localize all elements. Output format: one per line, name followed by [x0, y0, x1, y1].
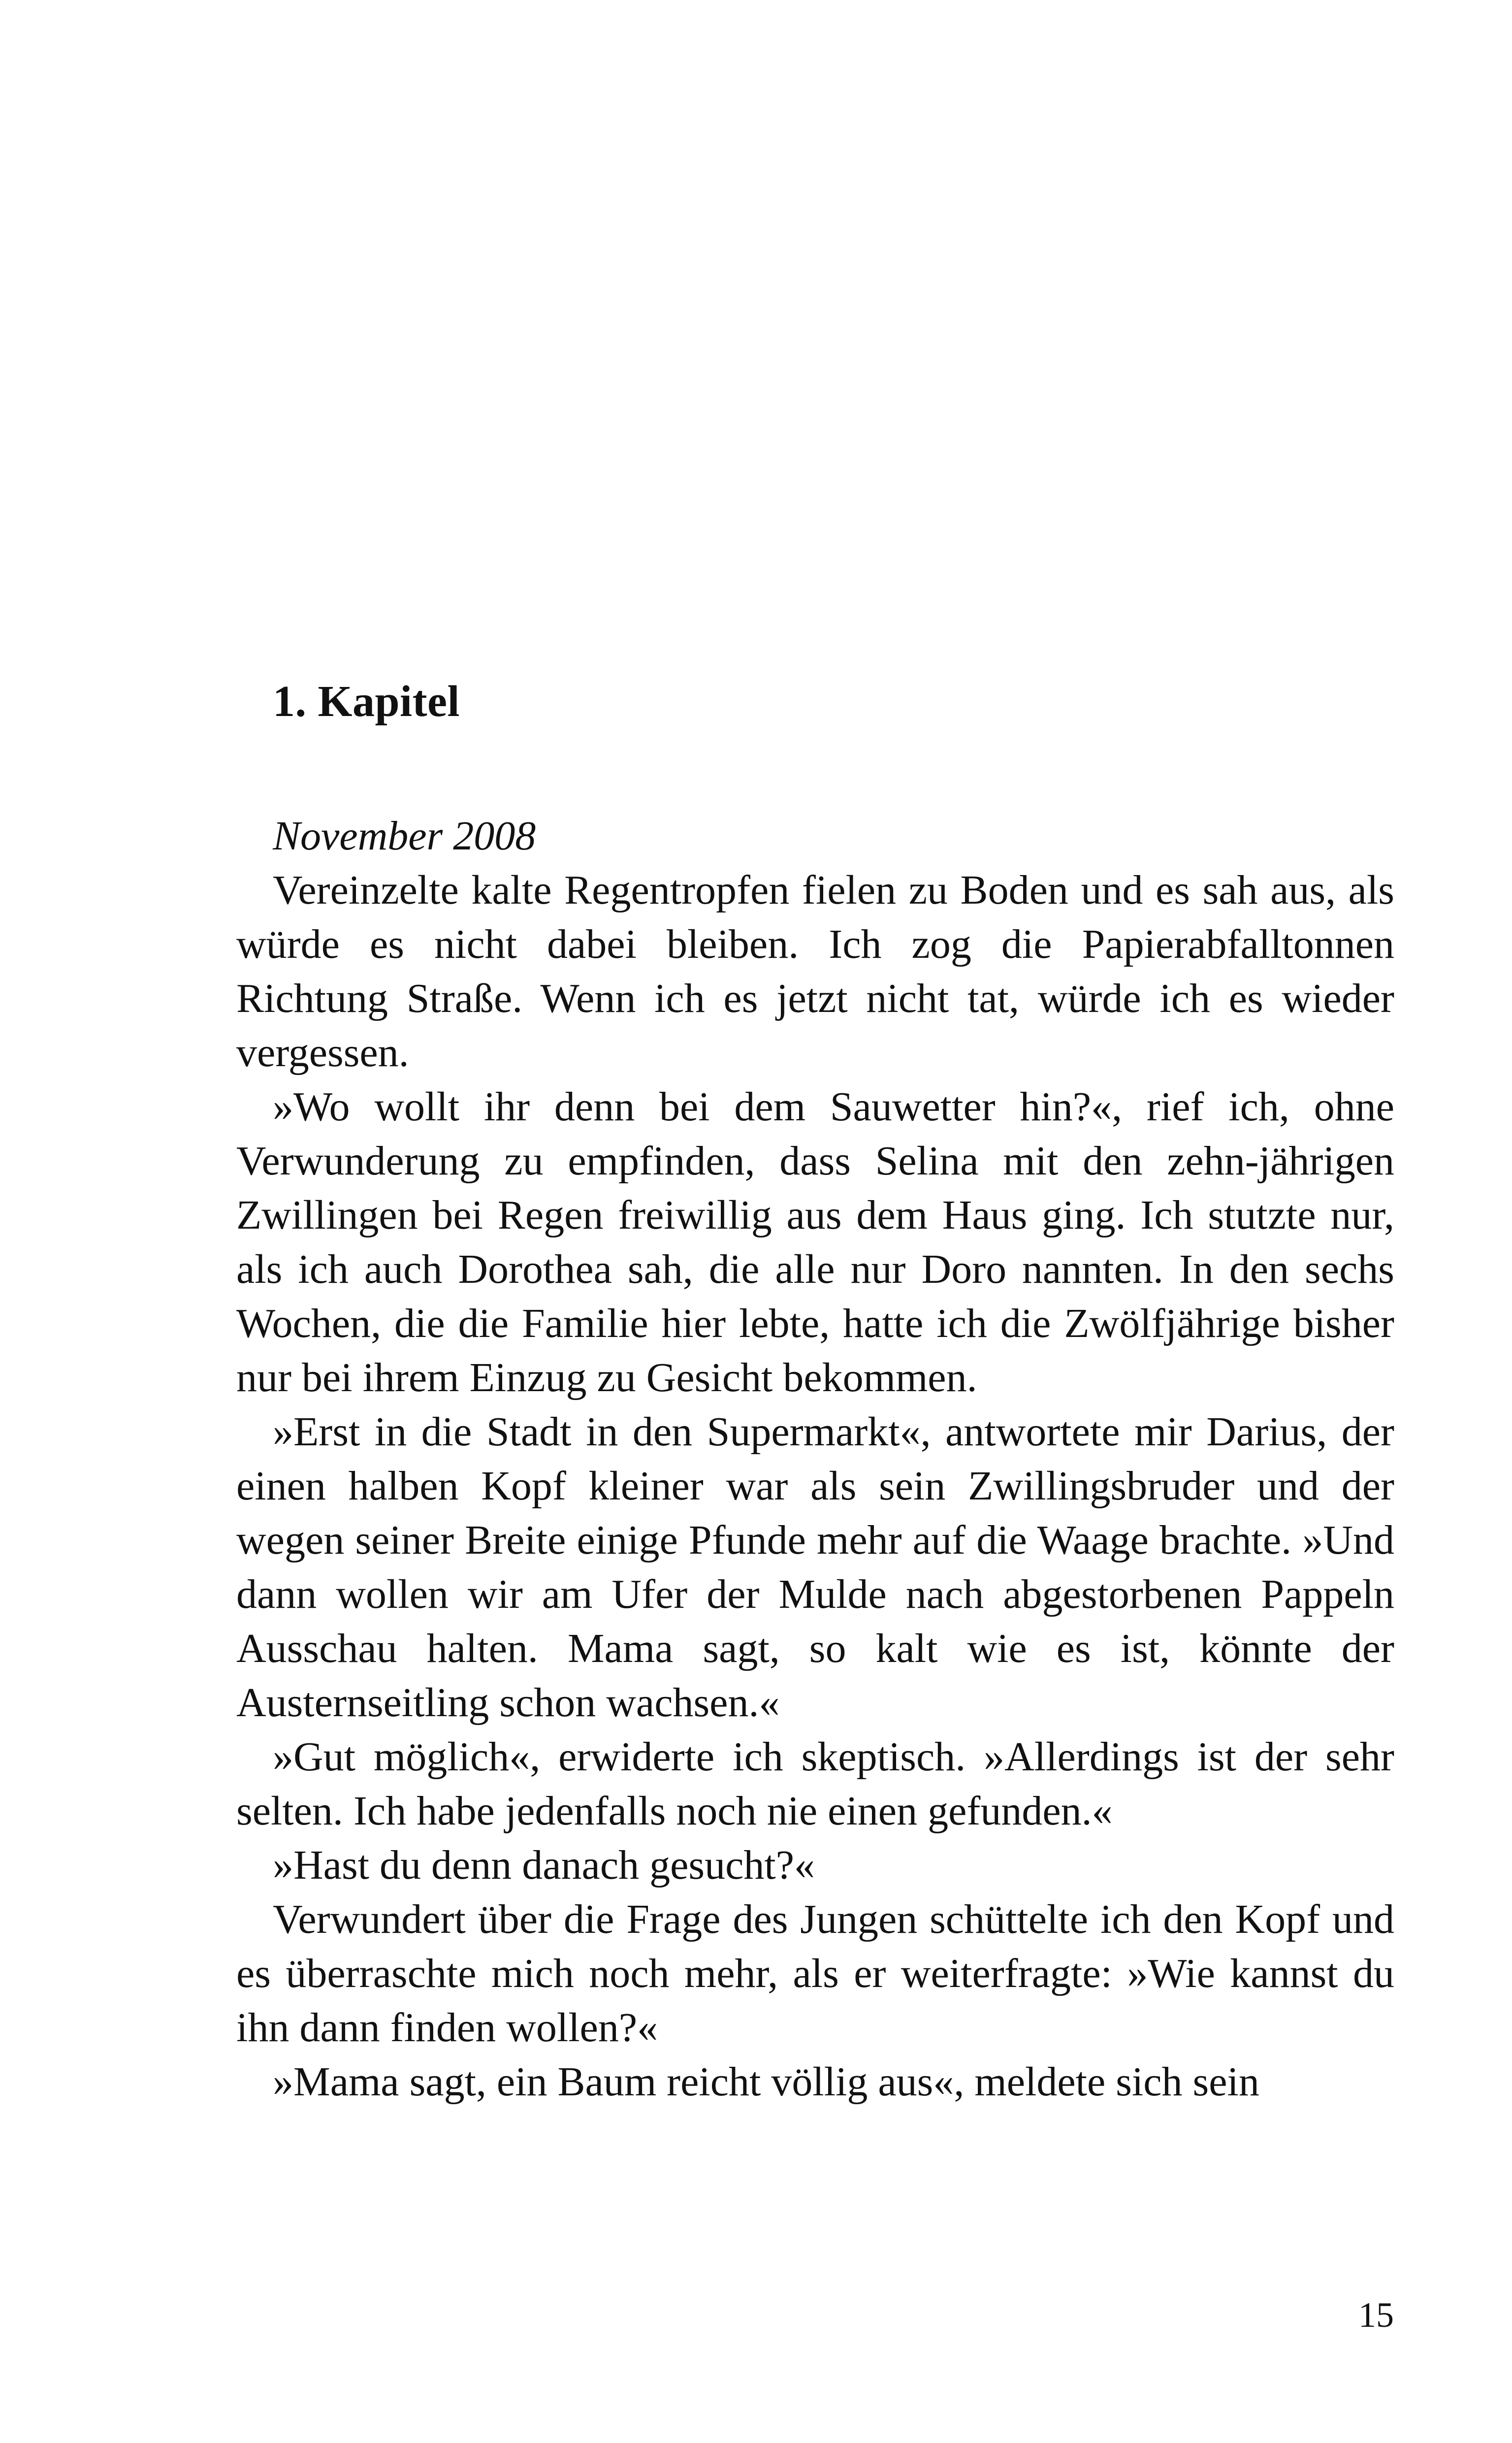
page-number: 15 [1358, 2295, 1394, 2335]
chapter-heading: 1. Kapitel [273, 677, 460, 726]
paragraph: »Erst in die Stadt in den Supermarkt«, antwortete mir Darius, der einen halben Kopf kleiner war als sein Zwillingsbruder und der wegen seiner Breite einige Pfunde mehr auf die Waage brachte. »Und dann wollen wir am Ufer der Mulde nach abgestorbenen Pappeln Ausschau halten. Mama sagt, so kalt wie es ist, könnte der Austernseitling schon wachsen.« [236, 1409, 1394, 1726]
paragraph: »Hast du denn danach gesucht?« [273, 1842, 815, 1888]
paragraph: Verwundert über die Frage des Jungen schüttelte ich den Kopf und es überraschte mich noch mehr, als er weiterfragte: »Wie kannst du ihn dann finden wollen?« [236, 1896, 1394, 2051]
paragraph: »Wo wollt ihr denn bei dem Sauwetter hin?«, rief ich, ohne Verwunderung zu empfinden, dass Selina mit den zehn-jährigen Zwillingen bei Regen freiwillig aus dem Haus ging. Ich stutzte nur, als ich auch Dorothea sah, die alle nur Doro nannten. In den sechs Wochen, die die Familie hier lebte, hatte ich die Zwölfjährige bisher nur bei ihrem Einzug zu Gesicht bekommen. [236, 1084, 1394, 1401]
paragraph: »Mama sagt, ein Baum reicht völlig aus«, meldete sich sein [273, 2059, 1259, 2105]
chapter-text [236, 677, 1394, 2109]
paragraph: »Gut möglich«, erwiderte ich skeptisch. »Allerdings ist der sehr selten. Ich habe jedenfalls noch nie einen gefunden.« [236, 1734, 1394, 1834]
paragraph: Vereinzelte kalte Regentropfen fielen zu Boden und es sah aus, als würde es nicht dabei bleiben. Ich zog die Papierabfalltonnen Richtung Straße. Wenn ich es jetzt nicht tat, würde ich es wieder vergessen. [236, 867, 1394, 1075]
chapter-date: November 2008 [273, 813, 536, 859]
